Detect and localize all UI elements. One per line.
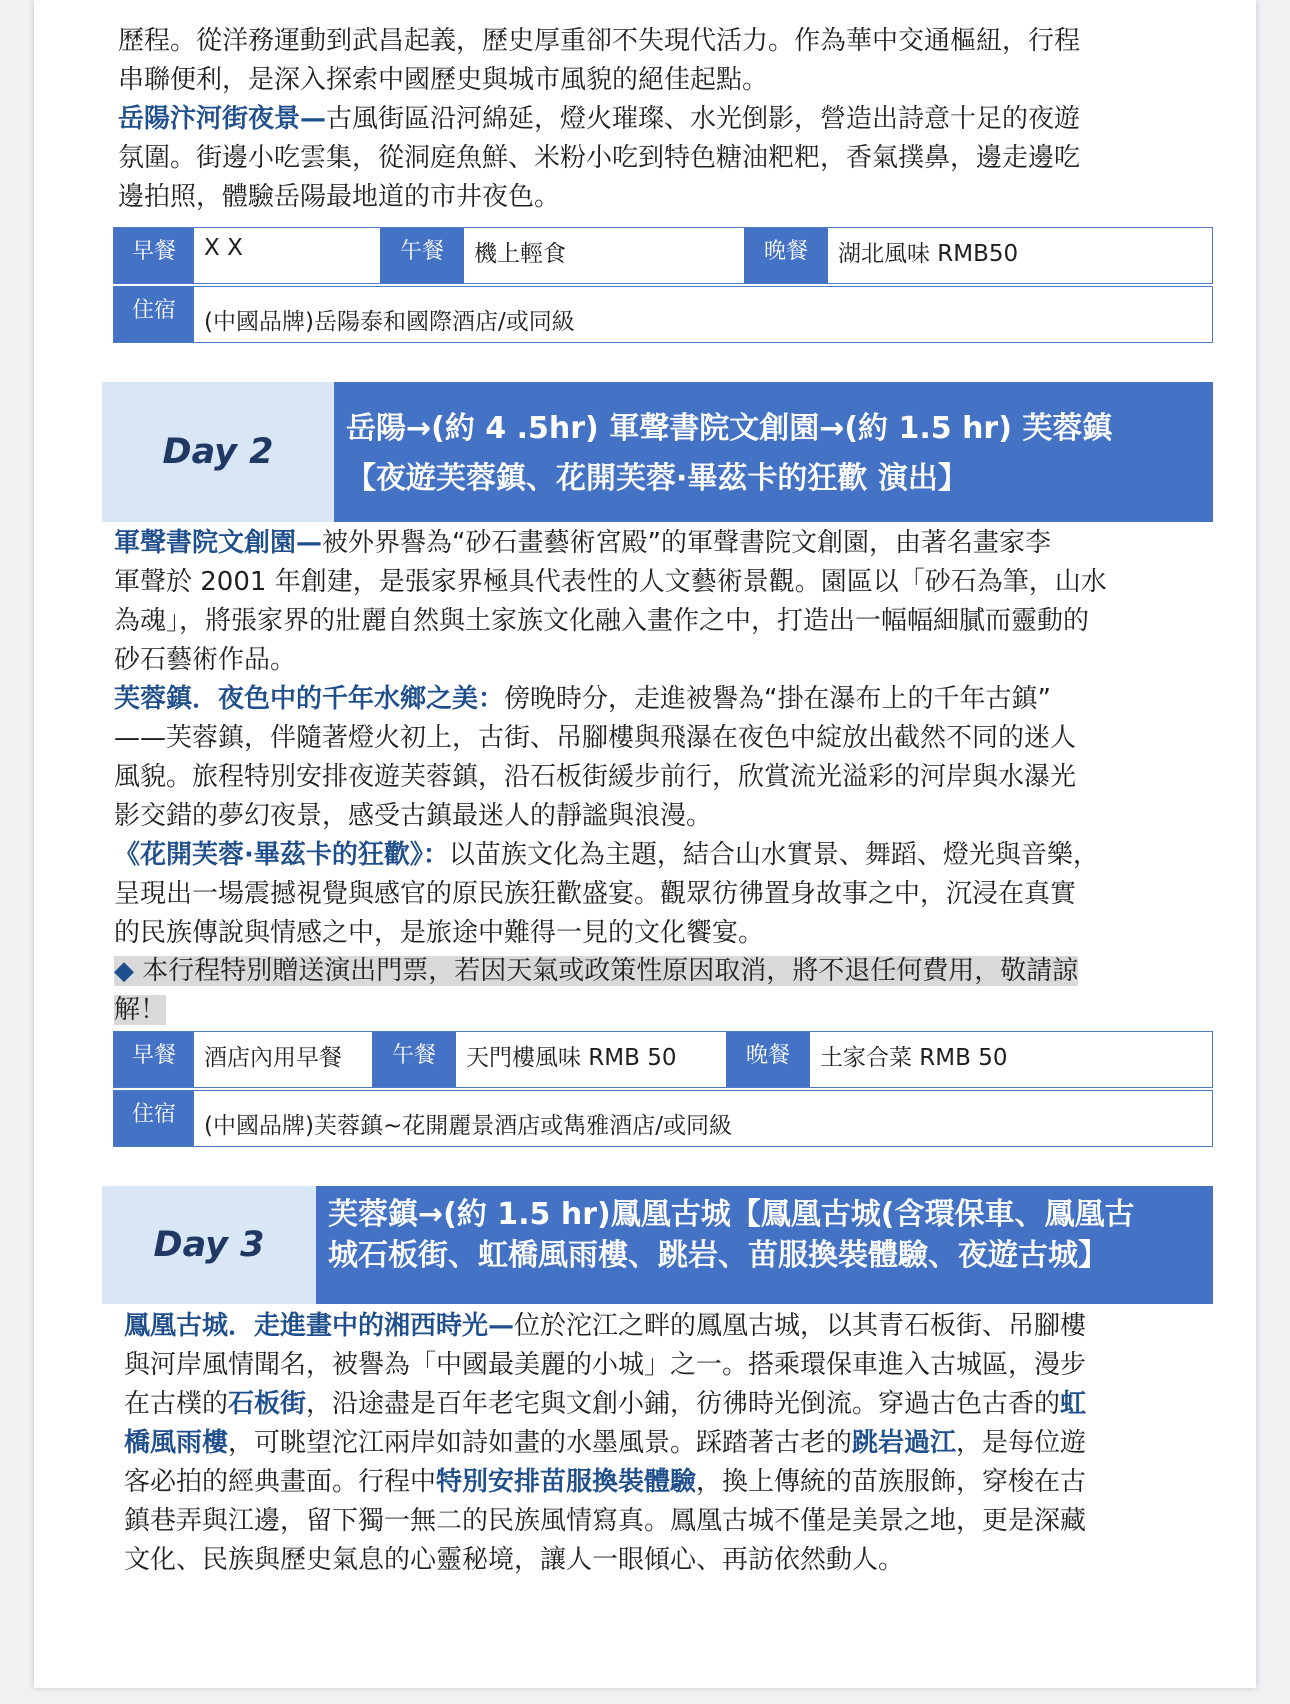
breakfast-label: 早餐: [114, 1032, 194, 1087]
day3-title: 芙蓉鎮→(約 1.5 hr)鳳凰古城【鳳凰古城(含環保車、鳳凰古 城石板街、虹橋風雨樓、跳岩、苗服換裝體驗、夜遊古城】: [316, 1186, 1213, 1304]
diamond-bullet-icon: ◆: [114, 956, 134, 986]
day2-stay-row: [113, 1090, 1213, 1147]
breakfast-value: X X: [204, 235, 243, 261]
dinner-label: 晚餐: [726, 1032, 810, 1087]
day3-paragraph: 鳳凰古城．走進畫中的湘西時光—位於沱江之畔的鳳凰古城，以其青石板街、吊腳樓 與河岸風情聞名，被譽為「中國最美麗的小城」之一。搭乘環保車進入古城區，漫步 在古樸的石板街，沿途盡是百年老宅與文創小鋪，彷彿時光倒流。穿過古色古香的虹 橋風雨樓，可眺望沱江兩岸如詩如畫的水墨風景。踩踏著古老的跳岩過江，是每位遊 客必拍的經典畫面。行程中特別安排苗服換裝體驗，換上傳統的苗族服飾，穿梭在古 鎮巷弄與江邊，留下獨一無二的民族風情寫真。鳳凰古城不僅是美景之地，更是深藏 文化、民族與歷史氣息的心靈秘境，讓人一眼傾心、再訪依然動人。: [124, 1311, 1087, 1575]
day2-header: [102, 382, 1213, 522]
document-page: [34, 0, 1256, 1688]
lunch-label: 午餐: [380, 228, 464, 283]
lunch-value: 機上輕食: [474, 241, 566, 267]
day3-label: Day 3: [102, 1186, 316, 1304]
dinner-value: 土家合菜 RMB 50: [820, 1045, 1008, 1071]
dinner-label: 晚餐: [744, 228, 828, 283]
stay-value: (中國品牌)芙蓉鎮~花開麗景酒店或雋雅酒店/或同級: [204, 1113, 732, 1139]
day2-paragraph-2: 芙蓉鎮．夜色中的千年水鄉之美：傍晚時分，走進被譽為“掛在瀑布上的千年古鎮” ——芙蓉鎮，伴隨著燈火初上，古街、吊腳樓與飛瀑在夜色中綻放出截然不同的迷人 風貌。旅程特別安排夜遊芙蓉鎮，沿石板街緩步前行，欣賞流光溢彩的河岸與水瀑光 影交錯的夢幻夜景，感受古鎮最迷人的靜謐與浪漫。: [114, 684, 1077, 831]
stay-label: 住宿: [114, 1091, 194, 1146]
day2-title: 岳陽→(約 4 .5hr) 軍聲書院文創園→(約 1.5 hr) 芙蓉鎮 【夜遊芙蓉鎮、花開芙蓉·畢茲卡的狂歡 演出】: [334, 382, 1213, 522]
day2-paragraph-1: 軍聲書院文創園—被外界譽為“砂石畫藝術宮殿”的軍聲書院文創園，由著名畫家李 軍聲於 2001 年創建，是張家界極具代表性的人文藝術景觀。園區以「砂石為筆，山水 為魂」，將張家界的壯麗自然與土家族文化融入畫作之中，打造出一幅幅細膩而靈動的 砂石藝術作品。: [114, 528, 1107, 675]
breakfast-value: 酒店內用早餐: [204, 1045, 342, 1071]
lunch-label: 午餐: [372, 1032, 456, 1087]
day2-notice: ◆ 本行程特別贈送演出門票，若因天氣或政策性原因取消，將不退任何費用，敬請諒 解！: [114, 956, 1079, 1025]
highlight-yueyang-night: 岳陽汴河街夜景—: [118, 104, 327, 134]
breakfast-label: 早餐: [114, 228, 194, 283]
stay-value: (中國品牌)岳陽泰和國際酒店/或同級: [204, 309, 575, 335]
day2-meal-row: [113, 1031, 1213, 1088]
day2-label: Day 2: [102, 382, 334, 522]
day1-meal-row: [113, 227, 1213, 284]
intro-paragraph: 歷程。從洋務運動到武昌起義，歷史厚重卻不失現代活力。作為華中交通樞紐，行程 串聯便利，是深入探索中國歷史與城市風貌的絕佳起點。 岳陽汴河街夜景—古風街區沿河綿延，燈火璀璨、水光倒影，營造出詩意十足的夜遊 氛圍。街邊小吃雲集，從洞庭魚鮮、米粉小吃到特色糖油粑粑，香氣撲鼻，邊走邊吃 邊拍照，體驗岳陽最地道的市井夜色。: [118, 26, 1081, 212]
day2-paragraph-3: 《花開芙蓉·畢茲卡的狂歡》：以苗族文化為主題，結合山水實景、舞蹈、燈光與音樂， 呈現出一場震撼視覺與感官的原民族狂歡盛宴。觀眾彷彿置身故事之中，沉浸在真實 的民族傳說與情感之中，是旅途中難得一見的文化饗宴。: [114, 840, 1099, 948]
stay-label: 住宿: [114, 287, 194, 342]
dinner-value: 湖北風味 RMB50: [838, 241, 1019, 267]
day3-header: [102, 1186, 1213, 1304]
lunch-value: 天門樓風味 RMB 50: [466, 1045, 677, 1071]
day1-stay-row: [113, 286, 1213, 343]
